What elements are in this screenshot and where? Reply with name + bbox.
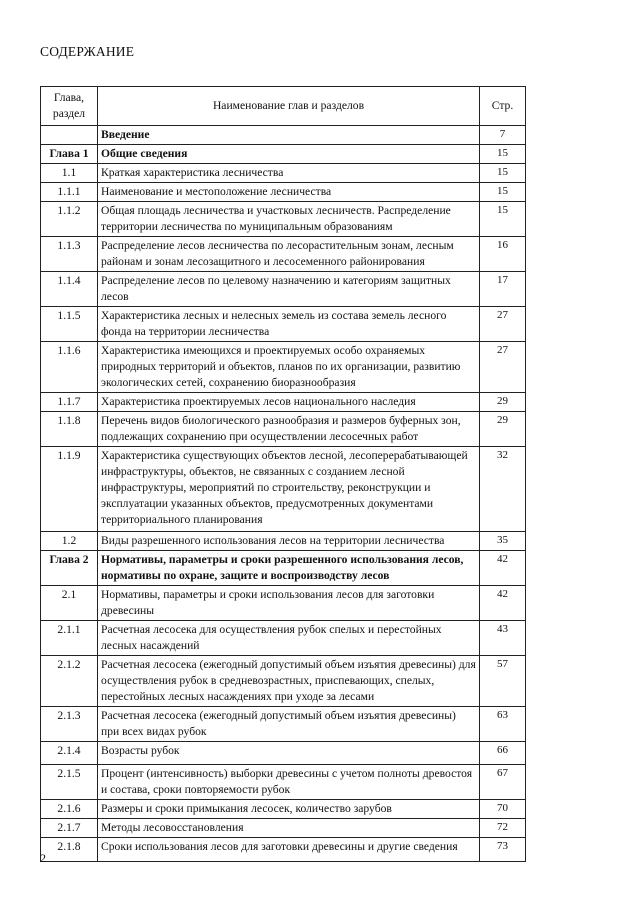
row-title: Размеры и сроки примыкания лесосек, количество зарубов [98,800,480,819]
row-page: 32 [480,447,526,532]
table-header-row [41,87,526,126]
row-title: Расчетная лесосека для осуществления рубок спелых и перестойных лесных насаждений [98,621,480,656]
row-number: Глава 1 [41,145,98,164]
row-number: 1.2 [41,532,98,551]
row-page: 73 [480,838,526,862]
table-row [41,742,526,765]
row-title: Общие сведения [98,145,480,164]
row-page: 35 [480,532,526,551]
row-number: 1.1.2 [41,202,98,237]
row-number: 1.1.6 [41,342,98,393]
row-number: 2.1 [41,586,98,621]
table-row [41,145,526,164]
row-number: 2.1.6 [41,800,98,819]
row-page: 17 [480,272,526,307]
row-number: 1.1.5 [41,307,98,342]
row-title: Нормативы, параметры и сроки разрешенного использования лесов, нормативы по охране, защите и воспроизводству лесов [98,551,480,586]
table-row [41,765,526,800]
table-row [41,183,526,202]
table-row [41,800,526,819]
table-row [41,621,526,656]
page-number: 2 [40,851,46,865]
row-page: 29 [480,412,526,447]
row-number: 1.1.8 [41,412,98,447]
row-title: Возрасты рубок [98,742,480,765]
row-page: 15 [480,164,526,183]
contents-table [40,86,526,862]
row-page: 57 [480,656,526,707]
row-page: 27 [480,342,526,393]
row-title: Общая площадь лесничества и участковых лесничеств. Распределение территории лесничества по муниципальным образованиям [98,202,480,237]
row-number: 1.1.1 [41,183,98,202]
row-number: 2.1.4 [41,742,98,765]
table-row [41,307,526,342]
row-title: Распределение лесов по целевому назначению и категориям защитных лесов [98,272,480,307]
row-number: 2.1.1 [41,621,98,656]
row-page: 27 [480,307,526,342]
contents-rows [41,126,526,862]
row-title: Расчетная лесосека (ежегодный допустимый объем изъятия древесины) для осуществления рубок в средневозрастных, приспевающих, спелых, перестойных лесных насаждениях при уходе за лесами [98,656,480,707]
table-row [41,164,526,183]
column-header-page: Стр. [480,87,526,126]
row-title: Перечень видов биологического разнообразия и размеров буферных зон, подлежащих сохранению при осуществлении лесосечных работ [98,412,480,447]
row-number [41,126,98,145]
row-page: 66 [480,742,526,765]
row-page: 42 [480,551,526,586]
row-title: Процент (интенсивность) выборки древесины с учетом полноты древостоя и состава, сроки повторяемости рубок [98,765,480,800]
row-number: 1.1.7 [41,393,98,412]
row-title: Введение [98,126,480,145]
table-row [41,656,526,707]
row-title: Нормативы, параметры и сроки использования лесов для заготовки древесины [98,586,480,621]
row-number: 1.1.3 [41,237,98,272]
column-header-title: Наименование глав и разделов [98,87,480,126]
row-title: Распределение лесов лесничества по лесорастительным зонам, лесным районам и зонам лесозащитного и лесосеменного районирования [98,237,480,272]
row-page: 42 [480,586,526,621]
row-title: Характеристика существующих объектов лесной, лесоперерабатывающей инфраструктуры, объектов, не связанных с созданием лесной инфраструктуры, мероприятий по строительству, реконструкции и эксплуатации указанных объектов, предусмотренных документами территориального планирования [98,447,480,532]
row-number: 2.1.8 [41,838,98,862]
row-title: Виды разрешенного использования лесов на территории лесничества [98,532,480,551]
table-row [41,126,526,145]
table-row [41,237,526,272]
table-row [41,551,526,586]
row-number: 2.1.3 [41,707,98,742]
row-page: 15 [480,145,526,164]
table-row [41,412,526,447]
table-row [41,342,526,393]
row-page: 43 [480,621,526,656]
row-title: Расчетная лесосека (ежегодный допустимый объем изъятия древесины) при всех видах рубок [98,707,480,742]
row-title: Сроки использования лесов для заготовки древесины и другие сведения [98,838,480,862]
row-page: 72 [480,819,526,838]
row-title: Методы лесовосстановления [98,819,480,838]
row-number: 1.1 [41,164,98,183]
row-page: 29 [480,393,526,412]
table-row [41,272,526,307]
table-row [41,819,526,838]
row-number: 2.1.2 [41,656,98,707]
row-page: 16 [480,237,526,272]
row-page: 67 [480,765,526,800]
row-number: 2.1.5 [41,765,98,800]
row-number: Глава 2 [41,551,98,586]
table-row [41,586,526,621]
row-page: 63 [480,707,526,742]
table-row [41,202,526,237]
table-row [41,532,526,551]
table-row [41,393,526,412]
row-number: 1.1.9 [41,447,98,532]
row-number: 1.1.4 [41,272,98,307]
row-title: Характеристика проектируемых лесов национального наследия [98,393,480,412]
row-page: 7 [480,126,526,145]
row-title: Наименование и местоположение лесничества [98,183,480,202]
row-page: 15 [480,183,526,202]
row-page: 15 [480,202,526,237]
row-title: Характеристика имеющихся и проектируемых особо охраняемых природных территорий и объектов, планов по их организации, развитию экологических сетей, сохранению биоразнообразия [98,342,480,393]
column-header-number: Глава, раздел [41,87,98,126]
row-title: Характеристика лесных и нелесных земель из состава земель лесного фонда на территории лесничества [98,307,480,342]
table-row [41,707,526,742]
row-title: Краткая характеристика лесничества [98,164,480,183]
row-number: 2.1.7 [41,819,98,838]
table-row [41,447,526,532]
row-page: 70 [480,800,526,819]
table-row [41,838,526,862]
page-heading: СОДЕРЖАНИЕ [40,44,135,59]
